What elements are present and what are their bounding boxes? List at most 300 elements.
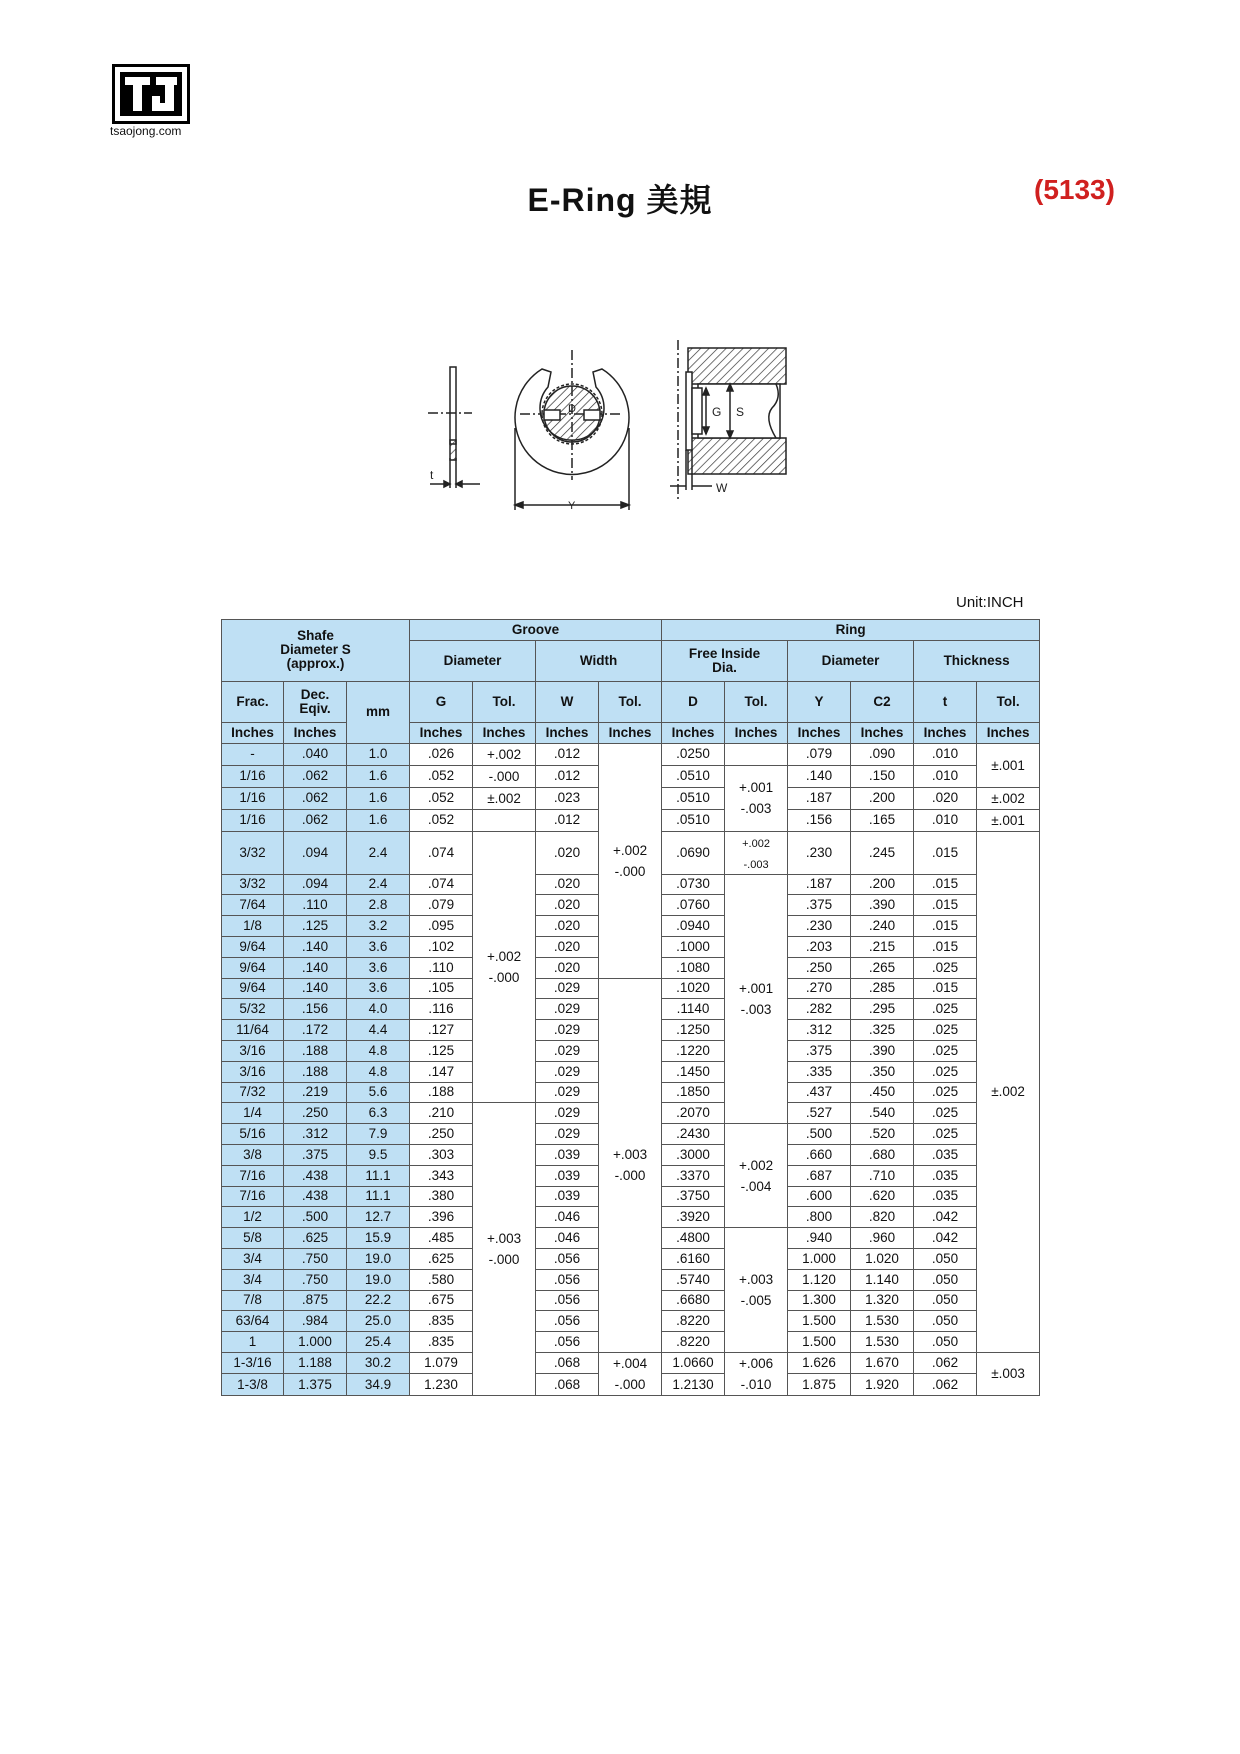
mm-cell: 3.6 [347,936,410,957]
g-tol-value: +.002 [486,746,522,762]
frac-cell: 11/64 [222,1020,284,1041]
d-cell: .0690 [662,831,725,874]
frac-cell: 7/32 [222,1082,284,1103]
d-cell: .3920 [662,1207,725,1228]
w-cell: .023 [536,787,599,809]
mm-cell: 4.8 [347,1061,410,1082]
dec-cell: .250 [284,1103,347,1124]
w-tol-value: -.000 [614,1168,646,1184]
diagram-label-Y: Y [568,500,576,512]
c2-cell: .090 [851,743,914,765]
frac-cell: 9/64 [222,978,284,999]
w-cell: .012 [536,809,599,831]
dec-cell: .375 [284,1144,347,1165]
w-cell: .029 [536,1103,599,1124]
header-dec: Dec. Eqiv. [284,681,347,722]
dec-cell: .062 [284,765,347,787]
g-cell: .110 [410,957,473,978]
t-cell: .042 [914,1207,977,1228]
y-cell: .270 [788,978,851,999]
table-row [222,978,1040,999]
g-cell: .210 [410,1103,473,1124]
t-cell: .010 [914,743,977,765]
w-cell: .029 [536,1082,599,1103]
y-cell: .230 [788,916,851,937]
g-tol-value: +.002 [486,948,522,964]
units-cell: Inches [914,722,977,743]
t-cell: .050 [914,1311,977,1332]
mm-cell: 11.1 [347,1165,410,1186]
w-cell: .029 [536,1061,599,1082]
d-tol-value: +.002 [738,1157,774,1173]
c2-cell: .265 [851,957,914,978]
frac-cell: 1/16 [222,809,284,831]
w-cell: .039 [536,1186,599,1207]
t-tol-value: ±.001 [991,812,1025,828]
dec-cell: .094 [284,874,347,895]
d-tol-cell [725,765,788,831]
w-tol-value: +.003 [612,1147,648,1163]
d-cell: .1020 [662,978,725,999]
w-cell: .056 [536,1269,599,1290]
g-tol-cell [473,787,536,809]
d-cell: .2430 [662,1124,725,1145]
d-cell: .2070 [662,1103,725,1124]
w-tol-cell [599,1352,662,1395]
mm-cell: 22.2 [347,1290,410,1311]
units-cell: Inches [788,722,851,743]
t-tol-cell [977,787,1040,809]
y-cell: 1.300 [788,1290,851,1311]
header-frac: Frac. [222,681,284,722]
y-cell: .940 [788,1228,851,1249]
c2-cell: .295 [851,999,914,1020]
mm-cell: 11.1 [347,1186,410,1207]
y-cell: .187 [788,874,851,895]
mm-cell: 6.3 [347,1103,410,1124]
d-cell: .1850 [662,1082,725,1103]
dec-cell: .125 [284,916,347,937]
dec-cell: .062 [284,809,347,831]
dec-cell: .156 [284,999,347,1020]
mm-cell: 25.0 [347,1311,410,1332]
frac-cell: 1/4 [222,1103,284,1124]
d-cell: .1000 [662,936,725,957]
g-cell: .127 [410,1020,473,1041]
diagram-label-t: t [430,468,434,482]
mm-cell: 34.9 [347,1374,410,1396]
t-cell: .025 [914,1040,977,1061]
c2-cell: 1.530 [851,1311,914,1332]
mm-cell: 2.4 [347,831,410,874]
units-cell: Inches [599,722,662,743]
mm-cell: 30.2 [347,1352,410,1374]
header-groove-diameter: Diameter [410,640,536,681]
header-c2: C2 [851,681,914,722]
d-tol-value: +.003 [738,1272,774,1288]
d-cell: .1250 [662,1020,725,1041]
frac-cell: 7/16 [222,1165,284,1186]
c2-cell: 1.530 [851,1332,914,1353]
g-tol-cell [473,743,536,765]
mm-cell: 3.6 [347,978,410,999]
d-cell: .6680 [662,1290,725,1311]
g-cell: .095 [410,916,473,937]
g-cell: .026 [410,743,473,765]
g-cell: .079 [410,895,473,916]
d-tol-cell [725,831,788,874]
g-cell: .052 [410,787,473,809]
g-tol-cell [473,809,536,831]
header-w-tol: Tol. [599,681,662,722]
w-cell: .056 [536,1332,599,1353]
t-tol-value: ±.003 [991,1366,1025,1382]
c2-cell: .520 [851,1124,914,1145]
t-cell: .062 [914,1374,977,1396]
d-cell: .0730 [662,874,725,895]
w-cell: .020 [536,957,599,978]
g-cell: .625 [410,1248,473,1269]
w-cell: .029 [536,1040,599,1061]
unit-label: Unit:INCH [956,594,1024,611]
dec-cell: .172 [284,1020,347,1041]
header-groove-width: Width [536,640,662,681]
mm-cell: 5.6 [347,1082,410,1103]
title-main: E-Ring [527,182,637,218]
y-cell: 1.120 [788,1269,851,1290]
frac-cell: 9/64 [222,957,284,978]
table-row [222,743,1040,765]
dec-cell: .500 [284,1207,347,1228]
w-cell: .039 [536,1165,599,1186]
w-cell: .020 [536,895,599,916]
table-body [222,743,1040,1395]
t-cell: .025 [914,1124,977,1145]
g-cell: .105 [410,978,473,999]
dec-cell: .438 [284,1186,347,1207]
t-cell: .035 [914,1186,977,1207]
c2-cell: .450 [851,1082,914,1103]
frac-cell: 5/16 [222,1124,284,1145]
d-tol-value: +.002 [742,837,770,850]
t-tol-cell [977,809,1040,831]
brand-website: tsaojong.com [110,124,182,138]
t-cell: .025 [914,1020,977,1041]
d-tol-value: -.010 [740,1376,772,1392]
d-cell: .3370 [662,1165,725,1186]
mm-cell: 15.9 [347,1228,410,1249]
dec-cell: .312 [284,1124,347,1145]
t-cell: .015 [914,978,977,999]
w-tol-value: +.002 [612,842,648,858]
w-tol-cell [599,743,662,978]
diagram-label-S: S [736,405,745,419]
c2-cell: .620 [851,1186,914,1207]
c2-cell: .350 [851,1061,914,1082]
frac-cell: 1-3/16 [222,1352,284,1374]
mm-cell: 2.8 [347,895,410,916]
y-cell: .312 [788,1020,851,1041]
t-cell: .015 [914,831,977,874]
c2-cell: .150 [851,765,914,787]
w-cell: .020 [536,936,599,957]
c2-cell: .215 [851,936,914,957]
units-cell: Inches [410,722,473,743]
d-cell: 1.2130 [662,1374,725,1396]
t-cell: .015 [914,874,977,895]
g-cell: .485 [410,1228,473,1249]
d-tol-cell [725,1352,788,1395]
w-cell: .020 [536,874,599,895]
dec-cell: .094 [284,831,347,874]
header-mm: mm [347,681,410,743]
w-cell: .056 [536,1290,599,1311]
frac-cell: 1 [222,1332,284,1353]
header-free-inside: Free Inside Dia. [662,640,788,681]
frac-cell: 3/32 [222,874,284,895]
y-cell: 1.500 [788,1311,851,1332]
d-cell: .0510 [662,765,725,787]
y-cell: .250 [788,957,851,978]
header-w: W [536,681,599,722]
frac-cell: - [222,743,284,765]
g-cell: .102 [410,936,473,957]
units-row [222,722,1040,743]
dec-cell: .062 [284,787,347,809]
w-cell: .056 [536,1248,599,1269]
g-cell: .835 [410,1311,473,1332]
header-ring: Ring [662,620,1040,641]
c2-cell: .240 [851,916,914,937]
title-chinese: 美規 [646,181,713,219]
d-tol-cell [725,1228,788,1353]
installed-view [670,340,786,500]
c2-cell: 1.670 [851,1352,914,1374]
t-cell: .050 [914,1332,977,1353]
header-t: t [914,681,977,722]
d-cell: .5740 [662,1269,725,1290]
header-groove: Groove [410,620,662,641]
t-cell: .025 [914,1061,977,1082]
header-t-tol: Tol. [977,681,1040,722]
dec-cell: .188 [284,1040,347,1061]
dec-cell: .219 [284,1082,347,1103]
frac-cell: 5/8 [222,1228,284,1249]
d-cell: .1080 [662,957,725,978]
mm-cell: 7.9 [347,1124,410,1145]
c2-cell: 1.020 [851,1248,914,1269]
w-tol-value: -.000 [614,1376,646,1392]
y-cell: .230 [788,831,851,874]
w-cell: .056 [536,1311,599,1332]
y-cell: 1.000 [788,1248,851,1269]
part-code: (5133) [1034,174,1115,205]
d-tol-value: -.003 [740,1001,772,1017]
g-cell: .116 [410,999,473,1020]
g-cell: .380 [410,1186,473,1207]
t-cell: .020 [914,787,977,809]
w-cell: .046 [536,1228,599,1249]
frac-cell: 3/8 [222,1144,284,1165]
tj-logo [112,64,190,124]
units-cell: Inches [662,722,725,743]
g-cell: .303 [410,1144,473,1165]
e-ring-diagram [420,340,840,525]
y-cell: .140 [788,765,851,787]
diagram-label-G: G [712,405,722,419]
mm-cell: 1.0 [347,743,410,765]
dec-cell: .750 [284,1248,347,1269]
d-cell: .0760 [662,895,725,916]
t-cell: .050 [914,1290,977,1311]
t-cell: .050 [914,1269,977,1290]
d-cell: .8220 [662,1311,725,1332]
c2-cell: .960 [851,1228,914,1249]
t-tol-value: ±.001 [991,757,1025,773]
w-tol-value: -.000 [614,863,646,879]
c2-cell: .390 [851,895,914,916]
w-cell: .068 [536,1374,599,1396]
c2-cell: .820 [851,1207,914,1228]
g-cell: .052 [410,809,473,831]
dec-cell: .625 [284,1228,347,1249]
y-cell: .282 [788,999,851,1020]
g-cell: .188 [410,1082,473,1103]
header-y: Y [788,681,851,722]
frac-cell: 1/16 [222,765,284,787]
g-cell: .835 [410,1332,473,1353]
g-tol-cell [473,765,536,787]
t-tol-value: ±.002 [991,790,1025,806]
y-cell: .203 [788,936,851,957]
c2-cell: .325 [851,1020,914,1041]
t-cell: .025 [914,1082,977,1103]
y-cell: .375 [788,1040,851,1061]
t-cell: .025 [914,957,977,978]
c2-cell: .200 [851,787,914,809]
frac-cell: 3/4 [222,1269,284,1290]
diagram-label-D: D [568,403,576,415]
d-tol-value: +.001 [738,780,774,796]
w-cell: .029 [536,1020,599,1041]
mm-cell: 4.0 [347,999,410,1020]
w-cell: .046 [536,1207,599,1228]
dec-cell: .438 [284,1165,347,1186]
mm-cell: 3.6 [347,957,410,978]
t-cell: .010 [914,765,977,787]
c2-cell: 1.320 [851,1290,914,1311]
g-cell: .580 [410,1269,473,1290]
units-cell: Inches [222,722,284,743]
y-cell: 1.626 [788,1352,851,1374]
c2-cell: .390 [851,1040,914,1061]
w-cell: .068 [536,1352,599,1374]
d-tol-value: +.001 [738,980,774,996]
mm-cell: 3.2 [347,916,410,937]
w-tol-value: +.004 [612,1355,648,1371]
c2-cell: .285 [851,978,914,999]
y-cell: .079 [788,743,851,765]
frac-cell: 7/16 [222,1186,284,1207]
mm-cell: 12.7 [347,1207,410,1228]
dec-cell: .140 [284,957,347,978]
header-ring-diameter: Diameter [788,640,914,681]
front-view [515,350,629,510]
frac-cell: 1-3/8 [222,1374,284,1396]
t-cell: .035 [914,1144,977,1165]
g-cell: .052 [410,765,473,787]
frac-cell: 7/8 [222,1290,284,1311]
y-cell: .187 [788,787,851,809]
w-cell: .020 [536,916,599,937]
d-cell: .1450 [662,1061,725,1082]
y-cell: .800 [788,1207,851,1228]
frac-cell: 1/8 [222,916,284,937]
t-cell: .025 [914,999,977,1020]
mm-cell: 19.0 [347,1248,410,1269]
d-cell: .1140 [662,999,725,1020]
w-cell: .029 [536,978,599,999]
t-cell: .042 [914,1228,977,1249]
y-cell: .687 [788,1165,851,1186]
d-cell: .8220 [662,1332,725,1353]
y-cell: .600 [788,1186,851,1207]
diagram-label-W: W [716,481,728,495]
dec-cell: .040 [284,743,347,765]
header-d: D [662,681,725,722]
g-cell: .074 [410,874,473,895]
dec-cell: 1.188 [284,1352,347,1374]
frac-cell: 3/16 [222,1061,284,1082]
frac-cell: 5/32 [222,999,284,1020]
g-cell: .396 [410,1207,473,1228]
d-cell: .0510 [662,787,725,809]
t-cell: .025 [914,1103,977,1124]
d-cell: .6160 [662,1248,725,1269]
mm-cell: 1.6 [347,787,410,809]
frac-cell: 3/4 [222,1248,284,1269]
t-cell: .035 [914,1165,977,1186]
dec-cell: .140 [284,936,347,957]
frac-cell: 9/64 [222,936,284,957]
g-cell: .125 [410,1040,473,1061]
g-tol-cell [473,1103,536,1396]
header-g-tol: Tol. [473,681,536,722]
g-cell: .343 [410,1165,473,1186]
frac-cell: 3/16 [222,1040,284,1061]
dec-cell: 1.000 [284,1332,347,1353]
mm-cell: 1.6 [347,809,410,831]
t-cell: .050 [914,1248,977,1269]
d-cell: .3750 [662,1186,725,1207]
t-cell: .062 [914,1352,977,1374]
header-shafe: Shafe Diameter S (approx.) [222,620,410,682]
d-tol-cell [725,874,788,1124]
t-cell: .015 [914,936,977,957]
frac-cell: 63/64 [222,1311,284,1332]
t-tol-cell [977,743,1040,787]
d-cell: .0510 [662,809,725,831]
t-cell: .010 [914,809,977,831]
header-d-tol: Tol. [725,681,788,722]
w-cell: .020 [536,831,599,874]
mm-cell: 4.4 [347,1020,410,1041]
d-cell: .0940 [662,916,725,937]
dec-cell: .110 [284,895,347,916]
g-tol-value: -.000 [488,768,520,784]
dec-cell: .140 [284,978,347,999]
y-cell: 1.500 [788,1332,851,1353]
